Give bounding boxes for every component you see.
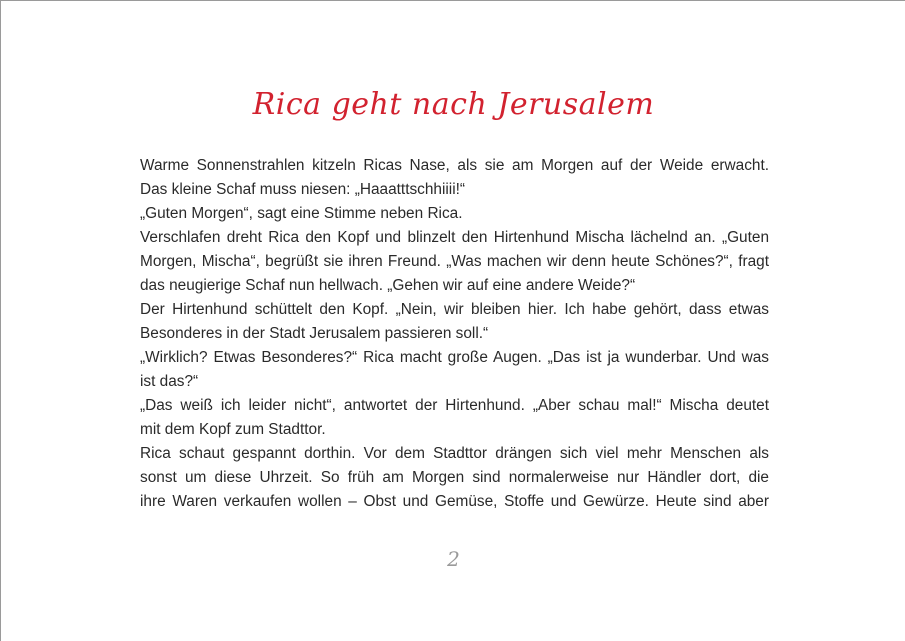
- text-line: Das kleine Schaf muss niesen: „Haaatttschhiiii!“: [140, 181, 466, 198]
- text-line: „Guten Morgen“, sagt eine Stimme neben Rica.: [140, 205, 463, 222]
- chapter-title: Rica geht nach Jerusalem: [252, 87, 655, 122]
- page-number: 2: [447, 547, 460, 571]
- story-text: [140, 154, 769, 514]
- text-line: ihre Waren verkaufen wollen – Obst und Gemüse, Stoffe und Gewürze. Heute sind aber: [140, 493, 769, 510]
- text-line: Morgen, Mischa“, begrüßt sie ihren Freund. „Was machen wir denn heute Schönes?“, fragt: [140, 253, 769, 270]
- text-line: Verschlafen dreht Rica den Kopf und blinzelt den Hirtenhund Mischa lächelnd an. „Guten: [140, 229, 769, 246]
- text-line: „Wirklich? Etwas Besonderes?“ Rica macht große Augen. „Das ist ja wunderbar. Und was: [140, 349, 769, 366]
- text-line: das neugierige Schaf nun hellwach. „Gehen wir auf eine andere Weide?“: [140, 277, 636, 294]
- text-line: sonst um diese Uhrzeit. So früh am Morgen sind normalerweise nur Händler dort, die: [140, 469, 769, 486]
- text-line: Besonderes in der Stadt Jerusalem passieren soll.“: [140, 325, 489, 342]
- text-line: „Das weiß ich leider nicht“, antwortet der Hirtenhund. „Aber schau mal!“ Mischa deutet: [140, 397, 769, 414]
- text-line: Rica schaut gespannt dorthin. Vor dem Stadttor drängen sich viel mehr Menschen als: [140, 445, 769, 462]
- text-line: Warme Sonnenstrahlen kitzeln Ricas Nase, als sie am Morgen auf der Weide erwacht.: [140, 157, 769, 174]
- text-line: ist das?“: [140, 373, 199, 390]
- text-line: Der Hirtenhund schüttelt den Kopf. „Nein, wir bleiben hier. Ich habe gehört, dass etwas: [140, 301, 769, 318]
- text-line: mit dem Kopf zum Stadttor.: [140, 421, 326, 438]
